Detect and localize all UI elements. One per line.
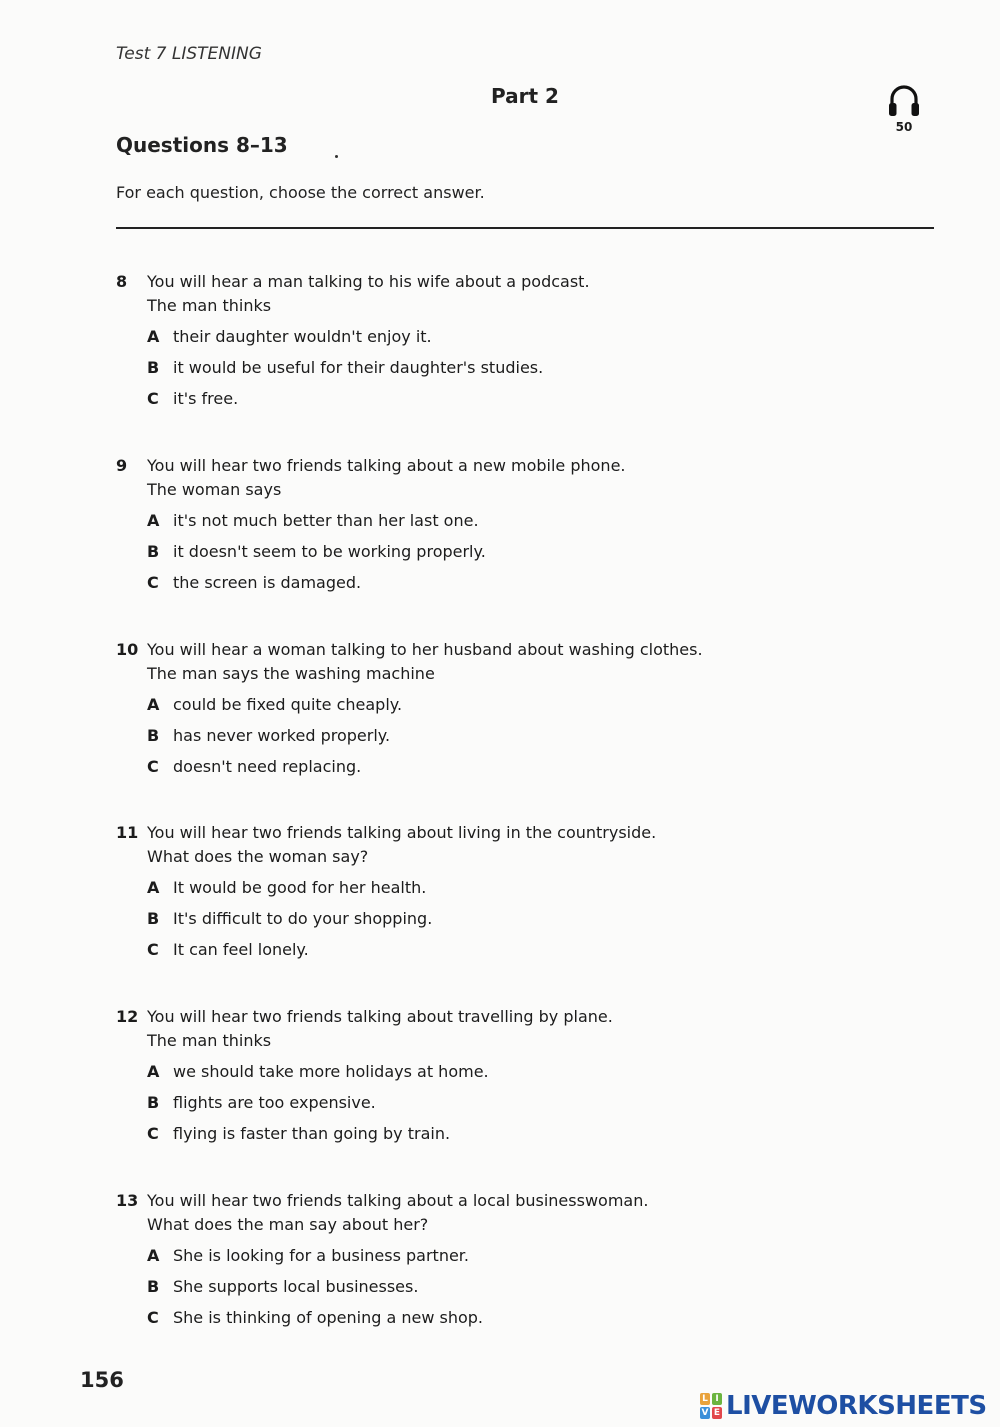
options-list bbox=[116, 876, 936, 969]
option-text: It can feel lonely. bbox=[173, 940, 309, 959]
option-a[interactable] bbox=[116, 325, 936, 356]
option-letter: C bbox=[147, 1308, 159, 1327]
option-text: It would be good for her health. bbox=[173, 878, 427, 897]
question-10 bbox=[116, 638, 936, 786]
question-context-text: You will hear two friends talking about travelling by plane. bbox=[147, 1007, 613, 1026]
question-13 bbox=[116, 1189, 936, 1337]
option-text: It's difficult to do your shopping. bbox=[173, 909, 433, 928]
option-letter: C bbox=[147, 940, 159, 959]
question-12 bbox=[116, 1005, 936, 1153]
option-letter: C bbox=[147, 757, 159, 776]
option-a[interactable] bbox=[116, 1244, 936, 1275]
option-c[interactable] bbox=[116, 571, 936, 602]
option-a[interactable] bbox=[116, 509, 936, 540]
option-letter: B bbox=[147, 726, 160, 745]
option-text: She is looking for a business partner. bbox=[173, 1246, 469, 1265]
option-b[interactable] bbox=[116, 540, 936, 571]
question-number: 12 bbox=[116, 1007, 139, 1026]
question-context-text: You will hear two friends talking about a local businesswoman. bbox=[147, 1191, 649, 1210]
question-number: 8 bbox=[116, 272, 128, 291]
option-letter: B bbox=[147, 542, 160, 561]
question-8 bbox=[116, 270, 936, 418]
question-stem: The woman says bbox=[147, 480, 282, 499]
question-9 bbox=[116, 454, 936, 602]
option-letter: A bbox=[147, 1062, 160, 1081]
option-letter: C bbox=[147, 573, 159, 592]
option-text: it's not much better than her last one. bbox=[173, 511, 479, 530]
option-text: we should take more holidays at home. bbox=[173, 1062, 489, 1081]
option-b[interactable] bbox=[116, 724, 936, 755]
option-text: doesn't need replacing. bbox=[173, 757, 362, 776]
liveworksheets-logo bbox=[700, 1389, 987, 1423]
options-list bbox=[116, 693, 936, 786]
option-letter: B bbox=[147, 1277, 160, 1296]
option-b[interactable] bbox=[116, 1091, 936, 1122]
option-c[interactable] bbox=[116, 387, 936, 418]
option-text: She is thinking of opening a new shop. bbox=[173, 1308, 484, 1327]
option-text: could be fixed quite cheaply. bbox=[173, 695, 403, 714]
option-b[interactable] bbox=[116, 907, 936, 938]
option-text: it's free. bbox=[173, 389, 239, 408]
question-stem: What does the woman say? bbox=[147, 847, 369, 866]
option-text: flights are too expensive. bbox=[173, 1093, 376, 1112]
option-a[interactable] bbox=[116, 876, 936, 907]
question-stem: The man says the washing machine bbox=[147, 664, 435, 683]
option-letter: A bbox=[147, 327, 160, 346]
options-list bbox=[116, 1244, 936, 1337]
question-context bbox=[116, 454, 936, 478]
headphones-icon bbox=[887, 84, 921, 120]
logo-letter: I bbox=[712, 1393, 722, 1405]
audio-track-marker bbox=[884, 84, 924, 140]
option-c[interactable] bbox=[116, 755, 936, 786]
option-letter: C bbox=[147, 389, 159, 408]
option-b[interactable] bbox=[116, 356, 936, 387]
question-stem: The man thinks bbox=[147, 296, 272, 315]
question-context bbox=[116, 821, 936, 845]
logo-text: LIVEWORKSHEETS bbox=[726, 1391, 987, 1421]
question-context bbox=[116, 1189, 936, 1213]
divider bbox=[116, 227, 934, 229]
question-number: 13 bbox=[116, 1191, 139, 1210]
question-context bbox=[116, 270, 936, 294]
part-title: Part 2 bbox=[491, 84, 559, 108]
logo-letter: V bbox=[701, 1408, 709, 1418]
option-c[interactable] bbox=[116, 1122, 936, 1153]
question-number: 11 bbox=[116, 823, 139, 842]
question-stem: What does the man say about her? bbox=[147, 1215, 429, 1234]
question-context-text: You will hear a man talking to his wife about a podcast. bbox=[147, 272, 590, 291]
option-text: flying is faster than going by train. bbox=[173, 1124, 451, 1143]
option-letter: B bbox=[147, 909, 160, 928]
option-text: it doesn't seem to be working properly. bbox=[173, 542, 486, 561]
print-speck bbox=[335, 155, 338, 158]
option-text: has never worked properly. bbox=[173, 726, 391, 745]
option-c[interactable] bbox=[116, 938, 936, 969]
options-list bbox=[116, 509, 936, 602]
page-number: 156 bbox=[80, 1368, 124, 1392]
question-11 bbox=[116, 821, 936, 969]
option-c[interactable] bbox=[116, 1306, 936, 1337]
running-head: Test 7 LISTENING bbox=[116, 44, 262, 64]
option-letter: A bbox=[147, 878, 160, 897]
options-list bbox=[116, 325, 936, 418]
questions-title: Questions 8–13 bbox=[116, 133, 288, 157]
options-list bbox=[116, 1060, 936, 1153]
question-context-text: You will hear two friends talking about living in the countryside. bbox=[147, 823, 657, 842]
logo-letter: E bbox=[713, 1408, 721, 1418]
option-text: their daughter wouldn't enjoy it. bbox=[173, 327, 432, 346]
option-a[interactable] bbox=[116, 693, 936, 724]
option-a[interactable] bbox=[116, 1060, 936, 1091]
option-text: She supports local businesses. bbox=[173, 1277, 419, 1296]
option-letter: A bbox=[147, 511, 160, 530]
option-letter: C bbox=[147, 1124, 159, 1143]
logo-letter: L bbox=[700, 1393, 710, 1405]
option-letter: B bbox=[147, 358, 160, 377]
question-context-text: You will hear two friends talking about a new mobile phone. bbox=[147, 456, 626, 475]
logo-grid-icon bbox=[700, 1393, 722, 1419]
audio-track-number: 50 bbox=[895, 120, 913, 134]
option-letter: A bbox=[147, 1246, 160, 1265]
option-letter: B bbox=[147, 1093, 160, 1112]
option-b[interactable] bbox=[116, 1275, 936, 1306]
option-letter: A bbox=[147, 695, 160, 714]
question-context-text: You will hear a woman talking to her husband about washing clothes. bbox=[147, 640, 703, 659]
option-text: the screen is damaged. bbox=[173, 573, 362, 592]
question-number: 10 bbox=[116, 640, 139, 659]
option-text: it would be useful for their daughter's studies. bbox=[173, 358, 544, 377]
instructions: For each question, choose the correct answer. bbox=[116, 183, 485, 202]
question-stem: The man thinks bbox=[147, 1031, 272, 1050]
question-number: 9 bbox=[116, 456, 128, 475]
question-context bbox=[116, 638, 936, 662]
question-context bbox=[116, 1005, 936, 1029]
